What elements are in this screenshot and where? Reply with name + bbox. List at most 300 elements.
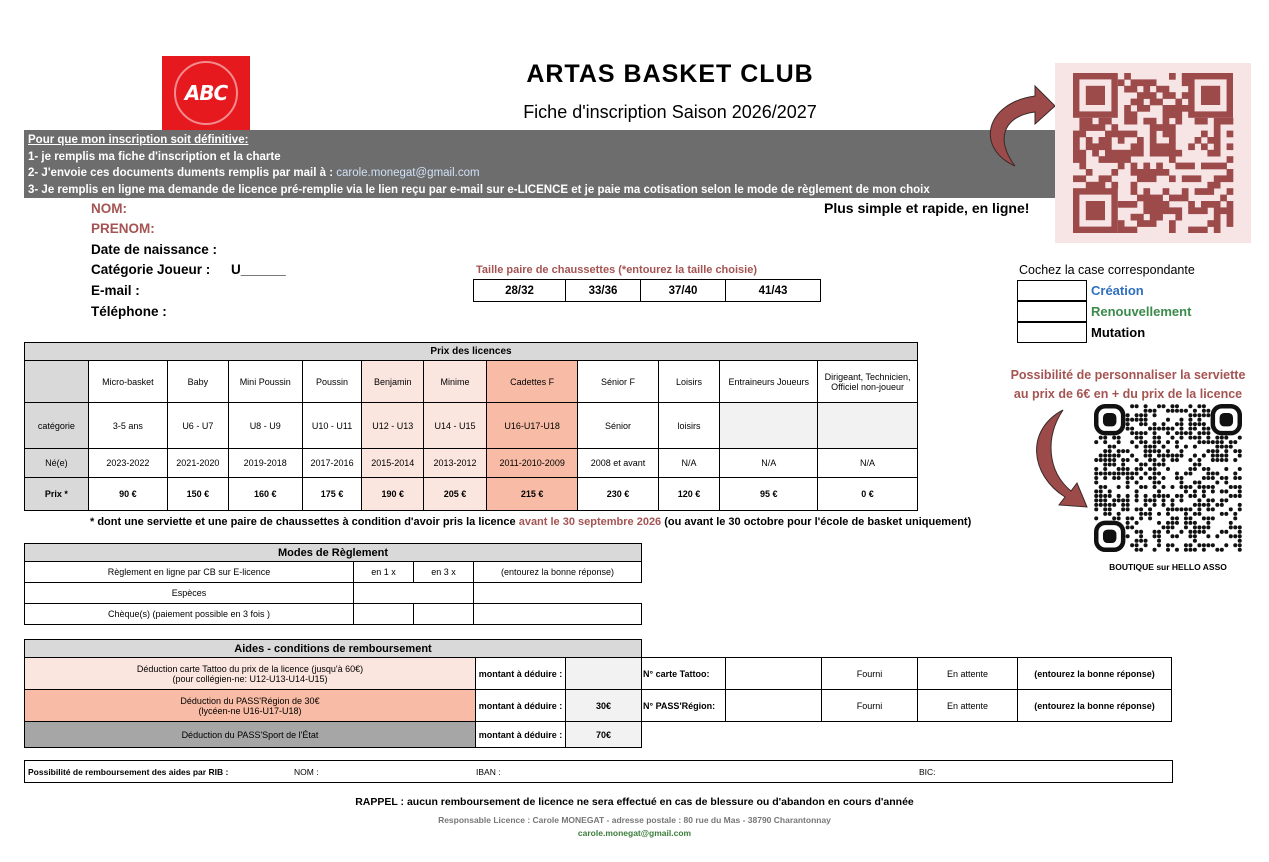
qr-module [1135,494,1139,498]
qr-module [1182,163,1189,170]
footer-email-link[interactable]: carole.monegat@gmail.com [577,828,692,838]
qr-module [1124,105,1131,112]
qr-module [1131,143,1138,150]
qr-module [1202,530,1206,534]
category-header: Cadettes F [486,361,578,403]
qr-module [1169,195,1176,202]
qr-module [1094,480,1098,484]
qr-module [1201,207,1208,214]
qr-module [1197,418,1201,422]
qr-module [1182,188,1189,195]
qr-module [1139,534,1143,538]
provided-option[interactable]: Fourni [822,690,918,722]
qr-module [1193,413,1197,417]
qr-module [1163,86,1170,93]
qr-module [1117,449,1121,453]
instructions-banner [24,130,1056,198]
qr-module [1206,427,1210,431]
qr-module [1207,220,1214,227]
creation-checkbox[interactable] [1017,280,1087,301]
qr-module [1094,467,1098,471]
qr-module [1233,476,1237,480]
qr-module [1170,534,1174,538]
qr-module [1193,480,1197,484]
qr-module [1197,485,1201,489]
qr-module [1157,440,1161,444]
qr-module [1150,137,1157,144]
payment-1x-option[interactable]: en 1 x [354,562,414,583]
qr-module [1182,105,1189,112]
qr-module [1086,137,1093,144]
qr-finder [1201,86,1220,105]
qr-module [1148,427,1152,431]
qr-module [1224,436,1228,440]
qr-module [1193,467,1197,471]
tattoo-number-field[interactable] [726,658,822,690]
qr-module [1193,409,1197,413]
contact-email-link[interactable]: carole.monegat@gmail.com [336,167,480,179]
qr-module [1130,431,1134,435]
qr-module [1206,485,1210,489]
qr-module [1201,201,1208,208]
qr-module [1206,449,1210,453]
qr-module [1184,489,1188,493]
qr-module [1143,201,1150,208]
qr-module [1214,207,1221,214]
qr-module [1126,418,1130,422]
qr-module [1112,436,1116,440]
qr-module [1238,534,1242,538]
qr-module [1166,449,1170,453]
arrow-to-boutique-icon [1025,405,1090,515]
qr-module [1220,498,1224,502]
check-field[interactable] [414,604,474,625]
price-cell: U14 - U15 [424,403,487,449]
price-cell: N/A [720,449,818,478]
rib-iban-field[interactable]: IBAN : [476,766,501,777]
qr-module [1161,485,1165,489]
qr-module [1161,454,1165,458]
qr-module [1166,521,1170,525]
online-note: Plus simple et rapide, en ligne! [824,200,1030,216]
qr-module [1079,124,1086,131]
qr-module [1157,494,1161,498]
qr-module [1175,494,1179,498]
qr-module [1238,539,1242,543]
qr-module [1202,516,1206,520]
qr-module [1215,458,1219,462]
qr-module [1170,516,1174,520]
qr-module [1211,489,1215,493]
sock-size-option[interactable]: 37/40 [641,280,726,302]
qr-module [1135,471,1139,475]
qr-module [1130,418,1134,422]
qr-module [1175,534,1179,538]
payment-3x-option[interactable]: en 3 x [414,562,474,583]
qr-module [1166,454,1170,458]
qr-module [1224,449,1228,453]
qr-module [1175,521,1179,525]
qr-module [1227,131,1234,138]
qr-module [1144,498,1148,502]
qr-module [1139,467,1143,471]
qr-module [1175,422,1179,426]
qr-module [1179,454,1183,458]
qr-module [1130,404,1134,408]
qr-module [1148,449,1152,453]
qr-module [1206,476,1210,480]
qr-module [1170,454,1174,458]
qr-module [1238,543,1242,547]
qr-module [1150,99,1157,106]
qr-module [1111,150,1118,157]
qr-module [1163,118,1170,125]
qr-module [1144,418,1148,422]
qr-module [1227,214,1234,221]
price-cell: 205 € [424,478,487,511]
qr-module [1117,440,1121,444]
qr-module [1195,137,1202,144]
qr-module [1126,485,1130,489]
qr-module [1153,427,1157,431]
qr-module [1206,498,1210,502]
qr-module [1144,485,1148,489]
qr-module [1220,476,1224,480]
qr-module [1175,111,1182,118]
boutique-qr-code[interactable] [1086,403,1250,553]
qr-module [1131,188,1138,195]
qr-module [1112,454,1116,458]
qr-module [1131,227,1138,233]
boutique-label: BOUTIQUE sur HELLO ASSO [1109,562,1227,572]
qr-module [1211,476,1215,480]
qr-module [1139,436,1143,440]
qr-module [1079,163,1086,170]
qr-module [1188,534,1192,538]
category-field[interactable]: U______ [231,262,286,277]
qr-module [1118,131,1125,138]
qr-module [1184,485,1188,489]
qr-module [1153,413,1157,417]
qr-module [1233,512,1237,516]
sock-size-option[interactable]: 33/36 [566,280,641,302]
qr-module [1175,445,1179,449]
qr-module [1175,454,1179,458]
price-cell: U12 - U13 [362,403,424,449]
qr-module [1139,539,1143,543]
sock-size-option[interactable]: 28/32 [474,280,566,302]
qr-module [1193,463,1197,467]
qr-module [1112,458,1116,462]
qr-module [1179,530,1183,534]
provided-option[interactable]: Fourni [822,658,918,690]
qr-module [1206,543,1210,547]
deduction-value[interactable] [566,658,642,690]
qr-module [1206,525,1210,529]
qr-module [1143,220,1150,227]
qr-module [1086,169,1093,176]
qr-module [1148,512,1152,516]
payment-check: Chèque(s) (paiement possible en 3 fois ) [25,604,354,625]
qr-module [1220,445,1224,449]
qr-module [1238,525,1242,529]
qr-module [1131,150,1138,157]
qr-module [1105,137,1112,144]
qr-module [1227,156,1234,163]
qr-module [1157,521,1161,525]
qr-module [1202,422,1206,426]
qr-module [1211,507,1215,511]
qr-module [1139,431,1143,435]
qr-module [1184,471,1188,475]
qr-module [1215,449,1219,453]
qr-module [1169,143,1176,150]
qr-module [1124,156,1131,163]
qr-module [1175,214,1182,221]
qr-module [1188,516,1192,520]
qr-module [1175,118,1182,125]
qr-module [1175,548,1179,552]
qr-module [1233,494,1237,498]
qr-finder [1086,86,1105,105]
rib-bic-field[interactable]: BIC: [919,766,936,777]
qr-module [1193,454,1197,458]
aid-hint: (entourez la bonne réponse) [1018,690,1172,722]
qr-module [1214,137,1221,144]
payment-cash: Espèces [25,583,354,604]
qr-module [1131,169,1138,176]
qr-module [1175,99,1182,106]
qr-module [1148,458,1152,462]
qr-module [1148,445,1152,449]
qr-module [1124,227,1131,233]
qr-module [1188,418,1192,422]
qr-module [1099,143,1106,150]
qr-module [1144,539,1148,543]
qr-module [1169,105,1176,112]
qr-module [1202,409,1206,413]
qr-module [1126,427,1130,431]
qr-module [1224,512,1228,516]
qr-module [1211,543,1215,547]
pending-option[interactable]: En attente [918,658,1018,690]
price-cell: U8 - U9 [228,403,302,449]
qr-module [1148,467,1152,471]
qr-module [1157,534,1161,538]
qr-module [1135,548,1139,552]
qr-module [1175,409,1179,413]
qr-module [1175,471,1179,475]
qr-module [1224,480,1228,484]
qr-module [1099,489,1103,493]
qr-module [1139,413,1143,417]
qr-module [1166,418,1170,422]
qr-module [1214,124,1221,131]
price-cell: 95 € [720,478,818,511]
qr-module [1139,463,1143,467]
qr-module [1161,476,1165,480]
phone-label: Téléphone : [91,304,167,319]
aids-title: Aides - conditions de remboursement [25,640,642,658]
qr-module [1135,530,1139,534]
qr-module [1126,498,1130,502]
qr-module [1214,150,1221,157]
qr-module [1211,498,1215,502]
qr-module [1108,449,1112,453]
qr-module [1166,548,1170,552]
qr-module [1143,118,1150,125]
qr-module [1117,454,1121,458]
qr-module [1150,201,1157,208]
qr-module [1233,458,1237,462]
qr-module [1215,503,1219,507]
qr-module [1169,124,1176,131]
price-cell: 2023-2022 [88,449,167,478]
price-cell [818,403,918,449]
sock-size-option[interactable]: 41/43 [726,280,821,302]
qr-module [1130,525,1134,529]
banner-line-2: 2- J'envoie ces documents duments remplis par mail à : carole.monegat@gmail.com [28,167,480,179]
qr-module [1188,471,1192,475]
qr-module [1150,79,1157,86]
qr-module [1197,543,1201,547]
qr-module [1092,143,1099,150]
qr-module [1117,476,1121,480]
qr-module [1227,201,1234,208]
qr-module [1224,445,1228,449]
birthdate-label: Date de naissance : [91,242,218,257]
qr-module [1157,530,1161,534]
qr-module [1170,503,1174,507]
qr-module [1182,195,1189,202]
qr-module [1156,163,1163,170]
qr-module [1197,503,1201,507]
qr-module [1105,131,1112,138]
qr-module [1118,201,1125,208]
qr-module [1220,548,1224,552]
qr-module [1135,489,1139,493]
qr-module [1220,175,1227,182]
qr-module [1073,137,1080,144]
qr-module [1238,489,1242,493]
cash-field[interactable] [354,583,474,604]
qr-module [1153,440,1157,444]
qr-module [1201,118,1208,125]
qr-module [1073,175,1080,182]
qr-module [1130,440,1134,444]
qr-module [1108,463,1112,467]
club-logo: ABC [162,56,250,130]
qr-module [1137,99,1144,106]
qr-module [1148,516,1152,520]
qr-module [1130,476,1134,480]
qr-module [1144,431,1148,435]
qr-module [1211,458,1215,462]
qr-module [1227,220,1234,227]
qr-module [1150,207,1157,214]
qr-module [1099,498,1103,502]
qr-module [1197,422,1201,426]
qr-module [1131,201,1138,208]
qr-module [1233,543,1237,547]
qr-module [1179,427,1183,431]
mutation-checkbox[interactable] [1017,322,1087,343]
qr-module [1153,467,1157,471]
price-cell: 2017-2016 [302,449,362,478]
check-field[interactable] [474,604,642,625]
qr-module [1163,207,1170,214]
qr-module [1220,458,1224,462]
check-field[interactable] [354,604,414,625]
qr-module [1169,131,1176,138]
qr-module [1108,458,1112,462]
qr-module [1099,118,1106,125]
qr-module [1220,503,1224,507]
qr-module [1079,150,1086,157]
elicence-qr-code[interactable] [1055,63,1251,243]
qr-module [1103,498,1107,502]
qr-module [1229,485,1233,489]
qr-module [1202,467,1206,471]
qr-module [1150,92,1157,99]
category-header: Poussin [302,361,362,403]
deduction-value: 30€ [566,690,642,722]
rib-name-field[interactable]: NOM : [294,766,319,777]
qr-module [1238,467,1242,471]
price-cell: 2008 et avant [578,449,658,478]
qr-module [1073,131,1080,138]
qr-finder [1103,413,1116,426]
qr-module [1153,471,1157,475]
qr-module [1148,507,1152,511]
qr-module [1175,431,1179,435]
qr-module [1156,124,1163,131]
qr-module [1137,137,1144,144]
qr-module [1126,458,1130,462]
qr-module [1118,227,1125,233]
price-cell: 90 € [88,478,167,511]
qr-module [1126,467,1130,471]
qr-module [1175,150,1182,157]
qr-module [1103,436,1107,440]
qr-module [1229,507,1233,511]
qr-module [1121,463,1125,467]
qr-module [1117,516,1121,520]
qr-module [1117,498,1121,502]
qr-module [1118,79,1125,86]
qr-module [1161,422,1165,426]
qr-module [1182,73,1189,80]
qr-module [1179,480,1183,484]
renewal-checkbox[interactable] [1017,301,1087,322]
qr-module [1112,498,1116,502]
qr-module [1144,440,1148,444]
qr-module [1201,131,1208,138]
price-cell: N/A [658,449,720,478]
qr-module [1157,489,1161,493]
price-cell: 2013-2012 [424,449,487,478]
qr-module [1161,498,1165,502]
qr-module [1169,207,1176,214]
qr-module [1157,543,1161,547]
qr-module [1193,521,1197,525]
qr-module [1229,440,1233,444]
pending-option[interactable]: En attente [918,690,1018,722]
qr-module [1157,471,1161,475]
pass-number-field[interactable] [726,690,822,722]
qr-module [1161,494,1165,498]
qr-module [1184,543,1188,547]
